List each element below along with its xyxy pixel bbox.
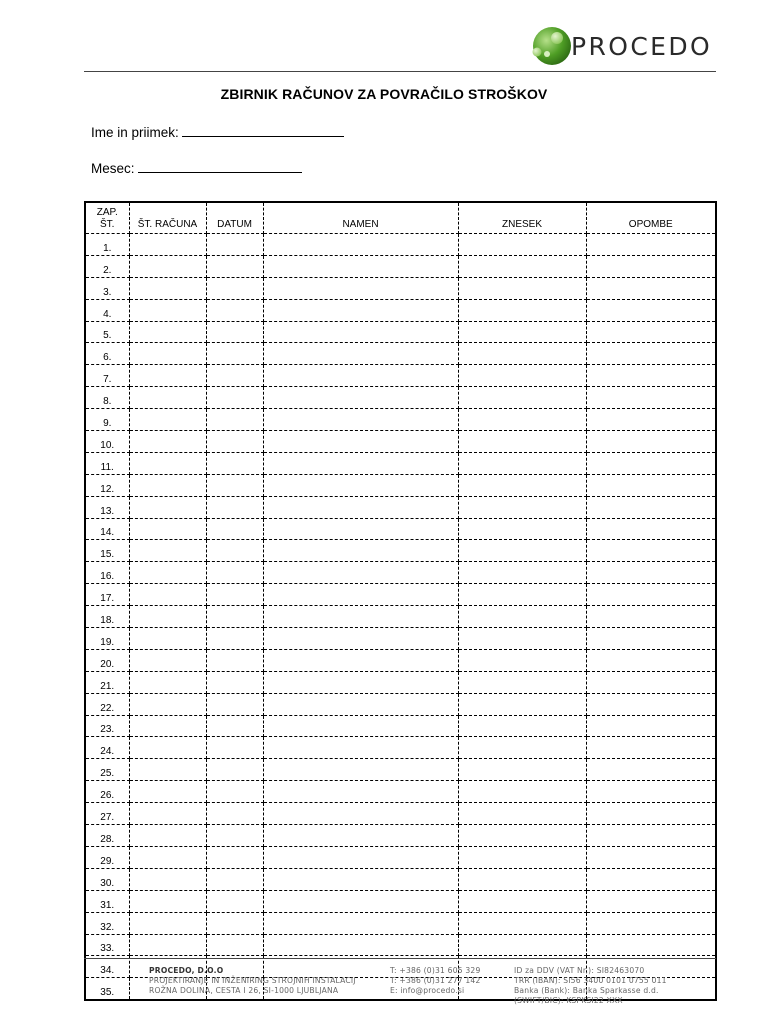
footer-vat: ID za DDV (VAT Nr.): SI82463070 [514, 966, 645, 975]
cell-racun[interactable] [129, 584, 206, 606]
cell-racun[interactable] [129, 343, 206, 365]
cell-znesek[interactable] [458, 912, 586, 934]
cell-opombe[interactable] [586, 890, 716, 912]
name-label: Ime in priimek: [91, 125, 179, 140]
cell-datum[interactable] [206, 671, 263, 693]
cell-znesek[interactable] [458, 299, 586, 321]
cell-opombe[interactable] [586, 606, 716, 628]
cell-znesek[interactable] [458, 452, 586, 474]
cell-datum[interactable] [206, 562, 263, 584]
cell-znesek[interactable] [458, 825, 586, 847]
cell-opombe[interactable] [586, 649, 716, 671]
cell-namen[interactable] [263, 387, 458, 409]
row-number: 3. [85, 277, 129, 299]
cell-opombe[interactable] [586, 343, 716, 365]
row-number: 2. [85, 255, 129, 277]
cell-racun[interactable] [129, 628, 206, 650]
table-row [85, 343, 716, 365]
row-number: 17. [85, 584, 129, 606]
row-number: 35. [85, 978, 129, 1000]
table-row [85, 234, 716, 256]
cell-opombe[interactable] [586, 255, 716, 277]
cell-namen[interactable] [263, 737, 458, 759]
cell-racun[interactable] [129, 868, 206, 890]
cell-znesek[interactable] [458, 803, 586, 825]
cell-znesek[interactable] [458, 277, 586, 299]
footer-divider [84, 958, 716, 959]
cell-znesek[interactable] [458, 496, 586, 518]
row-number: 30. [85, 868, 129, 890]
cell-racun[interactable] [129, 387, 206, 409]
cell-opombe[interactable] [586, 584, 716, 606]
cell-namen[interactable] [263, 540, 458, 562]
table-row [85, 496, 716, 518]
cell-racun[interactable] [129, 803, 206, 825]
table-row [85, 518, 716, 540]
cell-namen[interactable] [263, 803, 458, 825]
cell-namen[interactable] [263, 606, 458, 628]
cell-racun[interactable] [129, 365, 206, 387]
cell-racun[interactable] [129, 759, 206, 781]
cell-znesek[interactable] [458, 868, 586, 890]
cell-znesek[interactable] [458, 431, 586, 453]
row-number: 14. [85, 518, 129, 540]
cell-znesek[interactable] [458, 518, 586, 540]
cell-opombe[interactable] [586, 562, 716, 584]
cell-znesek[interactable] [458, 474, 586, 496]
cell-datum[interactable] [206, 649, 263, 671]
cell-namen[interactable] [263, 912, 458, 934]
footer-phone-1: T: +386 (0)31 605 329 [390, 966, 481, 975]
row-number: 7. [85, 365, 129, 387]
cell-datum[interactable] [206, 693, 263, 715]
cell-namen[interactable] [263, 584, 458, 606]
cell-opombe[interactable] [586, 715, 716, 737]
footer-bank-name: Banka (Bank): Banka Sparkasse d.d. [514, 986, 659, 995]
footer-company-activity: PROJEKTIRANJE IN INŽENIRING STROJNIH INSTALACIJ [149, 976, 356, 985]
cell-datum[interactable] [206, 846, 263, 868]
table-row [85, 846, 716, 868]
cell-datum[interactable] [206, 540, 263, 562]
row-number: 24. [85, 737, 129, 759]
table-row [85, 606, 716, 628]
cell-datum[interactable] [206, 803, 263, 825]
cell-namen[interactable] [263, 496, 458, 518]
receipts-table [84, 201, 717, 1001]
footer-company [149, 966, 356, 996]
cell-datum[interactable] [206, 343, 263, 365]
table-header-row [85, 202, 716, 234]
cell-racun[interactable] [129, 562, 206, 584]
cell-znesek[interactable] [458, 934, 586, 956]
cell-opombe[interactable] [586, 803, 716, 825]
cell-opombe[interactable] [586, 277, 716, 299]
cell-datum[interactable] [206, 759, 263, 781]
cell-znesek[interactable] [458, 890, 586, 912]
cell-znesek[interactable] [458, 846, 586, 868]
row-number: 25. [85, 759, 129, 781]
cell-znesek[interactable] [458, 671, 586, 693]
cell-racun[interactable] [129, 496, 206, 518]
cell-znesek[interactable] [458, 628, 586, 650]
footer-phone-2: T: +386 (0)31 277 142 [390, 976, 481, 985]
cell-datum[interactable] [206, 890, 263, 912]
cell-datum[interactable] [206, 496, 263, 518]
cell-datum[interactable] [206, 255, 263, 277]
table-row [85, 912, 716, 934]
cell-znesek[interactable] [458, 387, 586, 409]
cell-opombe[interactable] [586, 321, 716, 343]
footer-email: E: info@procedo.si [390, 986, 465, 995]
row-number: 9. [85, 409, 129, 431]
cell-datum[interactable] [206, 737, 263, 759]
cell-namen[interactable] [263, 518, 458, 540]
cell-opombe[interactable] [586, 671, 716, 693]
cell-opombe[interactable] [586, 365, 716, 387]
cell-racun[interactable] [129, 255, 206, 277]
month-field [91, 160, 302, 176]
table-row [85, 452, 716, 474]
cell-znesek[interactable] [458, 365, 586, 387]
cell-opombe[interactable] [586, 540, 716, 562]
cell-namen[interactable] [263, 825, 458, 847]
cell-znesek[interactable] [458, 693, 586, 715]
cell-namen[interactable] [263, 452, 458, 474]
cell-namen[interactable] [263, 934, 458, 956]
row-number: 8. [85, 387, 129, 409]
cell-namen[interactable] [263, 234, 458, 256]
cell-opombe[interactable] [586, 299, 716, 321]
cell-namen[interactable] [263, 474, 458, 496]
cell-namen[interactable] [263, 255, 458, 277]
cell-datum[interactable] [206, 628, 263, 650]
table-row [85, 803, 716, 825]
cell-opombe[interactable] [586, 234, 716, 256]
cell-racun[interactable] [129, 649, 206, 671]
cell-racun[interactable] [129, 693, 206, 715]
cell-racun[interactable] [129, 825, 206, 847]
cell-opombe[interactable] [586, 825, 716, 847]
cell-datum[interactable] [206, 584, 263, 606]
cell-opombe[interactable] [586, 387, 716, 409]
footer-iban: TRR (IBAN): SI56 3400 0101 0755 011 [514, 976, 667, 985]
cell-znesek[interactable] [458, 715, 586, 737]
row-number: 23. [85, 715, 129, 737]
row-number: 34. [85, 956, 129, 978]
cell-racun[interactable] [129, 277, 206, 299]
cell-opombe[interactable] [586, 628, 716, 650]
cell-datum[interactable] [206, 934, 263, 956]
row-number: 16. [85, 562, 129, 584]
cell-racun[interactable] [129, 452, 206, 474]
cell-namen[interactable] [263, 846, 458, 868]
row-number: 19. [85, 628, 129, 650]
cell-datum[interactable] [206, 321, 263, 343]
header-znesek: ZNESEK [458, 202, 586, 234]
cell-datum[interactable] [206, 409, 263, 431]
row-number: 6. [85, 343, 129, 365]
cell-namen[interactable] [263, 868, 458, 890]
cell-racun[interactable] [129, 671, 206, 693]
header-racun: ŠT. RAČUNA [129, 202, 206, 234]
row-number: 10. [85, 431, 129, 453]
row-number: 32. [85, 912, 129, 934]
company-logo [528, 22, 714, 68]
header-datum: DATUM [206, 202, 263, 234]
row-number: 15. [85, 540, 129, 562]
cell-racun[interactable] [129, 299, 206, 321]
green-spheres-logo-icon [528, 22, 572, 68]
month-label: Mesec: [91, 161, 135, 176]
row-number: 22. [85, 693, 129, 715]
cell-opombe[interactable] [586, 452, 716, 474]
table-row [85, 431, 716, 453]
cell-znesek[interactable] [458, 540, 586, 562]
cell-opombe[interactable] [586, 518, 716, 540]
cell-znesek[interactable] [458, 409, 586, 431]
table-row [85, 321, 716, 343]
cell-racun[interactable] [129, 912, 206, 934]
table-row [85, 759, 716, 781]
cell-namen[interactable] [263, 671, 458, 693]
cell-datum[interactable] [206, 518, 263, 540]
table-row [85, 365, 716, 387]
cell-racun[interactable] [129, 321, 206, 343]
row-number: 11. [85, 452, 129, 474]
footer-bank [514, 966, 667, 1006]
table-row [85, 693, 716, 715]
cell-namen[interactable] [263, 781, 458, 803]
table-row [85, 737, 716, 759]
logo-text: PROCEDO [571, 32, 713, 61]
cell-namen[interactable] [263, 343, 458, 365]
row-number: 28. [85, 825, 129, 847]
cell-datum[interactable] [206, 868, 263, 890]
cell-opombe[interactable] [586, 431, 716, 453]
row-number: 26. [85, 781, 129, 803]
row-number: 13. [85, 496, 129, 518]
header-zap: ZAP. ŠT. [85, 202, 129, 234]
cell-datum[interactable] [206, 606, 263, 628]
cell-namen[interactable] [263, 299, 458, 321]
cell-racun[interactable] [129, 540, 206, 562]
row-number: 18. [85, 606, 129, 628]
cell-racun[interactable] [129, 934, 206, 956]
row-number: 12. [85, 474, 129, 496]
table-row [85, 825, 716, 847]
cell-namen[interactable] [263, 277, 458, 299]
cell-namen[interactable] [263, 759, 458, 781]
cell-opombe[interactable] [586, 759, 716, 781]
name-blank-line[interactable] [182, 124, 344, 137]
row-number: 29. [85, 846, 129, 868]
cell-znesek[interactable] [458, 737, 586, 759]
cell-racun[interactable] [129, 518, 206, 540]
cell-znesek[interactable] [458, 321, 586, 343]
table-row [85, 890, 716, 912]
cell-datum[interactable] [206, 452, 263, 474]
cell-datum[interactable] [206, 299, 263, 321]
cell-opombe[interactable] [586, 474, 716, 496]
cell-racun[interactable] [129, 606, 206, 628]
cell-namen[interactable] [263, 321, 458, 343]
cell-datum[interactable] [206, 474, 263, 496]
row-number: 20. [85, 649, 129, 671]
cell-opombe[interactable] [586, 409, 716, 431]
cell-racun[interactable] [129, 431, 206, 453]
table-row [85, 540, 716, 562]
cell-datum[interactable] [206, 825, 263, 847]
cell-racun[interactable] [129, 409, 206, 431]
cell-datum[interactable] [206, 277, 263, 299]
cell-opombe[interactable] [586, 912, 716, 934]
cell-znesek[interactable] [458, 255, 586, 277]
cell-racun[interactable] [129, 737, 206, 759]
table-row [85, 671, 716, 693]
cell-racun[interactable] [129, 474, 206, 496]
table-row [85, 868, 716, 890]
cell-racun[interactable] [129, 846, 206, 868]
row-number: 21. [85, 671, 129, 693]
cell-datum[interactable] [206, 431, 263, 453]
table-row [85, 628, 716, 650]
cell-racun[interactable] [129, 890, 206, 912]
table-row [85, 255, 716, 277]
table-row [85, 715, 716, 737]
cell-znesek[interactable] [458, 606, 586, 628]
footer-company-name: PROCEDO, D.O.O [149, 966, 224, 975]
cell-datum[interactable] [206, 781, 263, 803]
row-number: 4. [85, 299, 129, 321]
table-row [85, 277, 716, 299]
row-number: 27. [85, 803, 129, 825]
name-field [91, 124, 344, 140]
footer-contact [390, 966, 480, 996]
row-number: 5. [85, 321, 129, 343]
cell-opombe[interactable] [586, 737, 716, 759]
cell-namen[interactable] [263, 890, 458, 912]
cell-znesek[interactable] [458, 649, 586, 671]
cell-datum[interactable] [206, 912, 263, 934]
header-divider [84, 71, 716, 72]
row-number: 1. [85, 234, 129, 256]
cell-znesek[interactable] [458, 562, 586, 584]
table-row [85, 584, 716, 606]
table-row [85, 562, 716, 584]
cell-datum[interactable] [206, 234, 263, 256]
cell-namen[interactable] [263, 628, 458, 650]
table-row [85, 649, 716, 671]
cell-racun[interactable] [129, 234, 206, 256]
row-number: 31. [85, 890, 129, 912]
header-namen: NAMEN [263, 202, 458, 234]
footer-swift: (SWIFT/BIC): KSPKSI22 XXX [514, 996, 623, 1005]
cell-datum[interactable] [206, 365, 263, 387]
cell-namen[interactable] [263, 365, 458, 387]
cell-datum[interactable] [206, 387, 263, 409]
cell-racun[interactable] [129, 781, 206, 803]
table-row [85, 934, 716, 956]
document-title: ZBIRNIK RAČUNOV ZA POVRAČILO STROŠKOV [220, 86, 548, 102]
cell-znesek[interactable] [458, 234, 586, 256]
cell-opombe[interactable] [586, 868, 716, 890]
cell-namen[interactable] [263, 562, 458, 584]
cell-opombe[interactable] [586, 496, 716, 518]
table-row [85, 409, 716, 431]
cell-opombe[interactable] [586, 934, 716, 956]
table-row [85, 474, 716, 496]
cell-racun[interactable] [129, 715, 206, 737]
table-row [85, 387, 716, 409]
cell-namen[interactable] [263, 409, 458, 431]
cell-znesek[interactable] [458, 584, 586, 606]
cell-opombe[interactable] [586, 693, 716, 715]
month-blank-line[interactable] [138, 160, 302, 173]
cell-znesek[interactable] [458, 343, 586, 365]
footer-company-address: ROŽNA DOLINA, CESTA I 26, SI-1000 LJUBLJANA [149, 986, 339, 995]
table-row [85, 299, 716, 321]
cell-opombe[interactable] [586, 846, 716, 868]
cell-opombe[interactable] [586, 781, 716, 803]
header-opombe: OPOMBE [586, 202, 716, 234]
row-number: 33. [85, 934, 129, 956]
cell-znesek[interactable] [458, 781, 586, 803]
cell-datum[interactable] [206, 715, 263, 737]
cell-znesek[interactable] [458, 759, 586, 781]
cell-namen[interactable] [263, 693, 458, 715]
cell-namen[interactable] [263, 715, 458, 737]
cell-namen[interactable] [263, 431, 458, 453]
table-row [85, 781, 716, 803]
cell-namen[interactable] [263, 649, 458, 671]
